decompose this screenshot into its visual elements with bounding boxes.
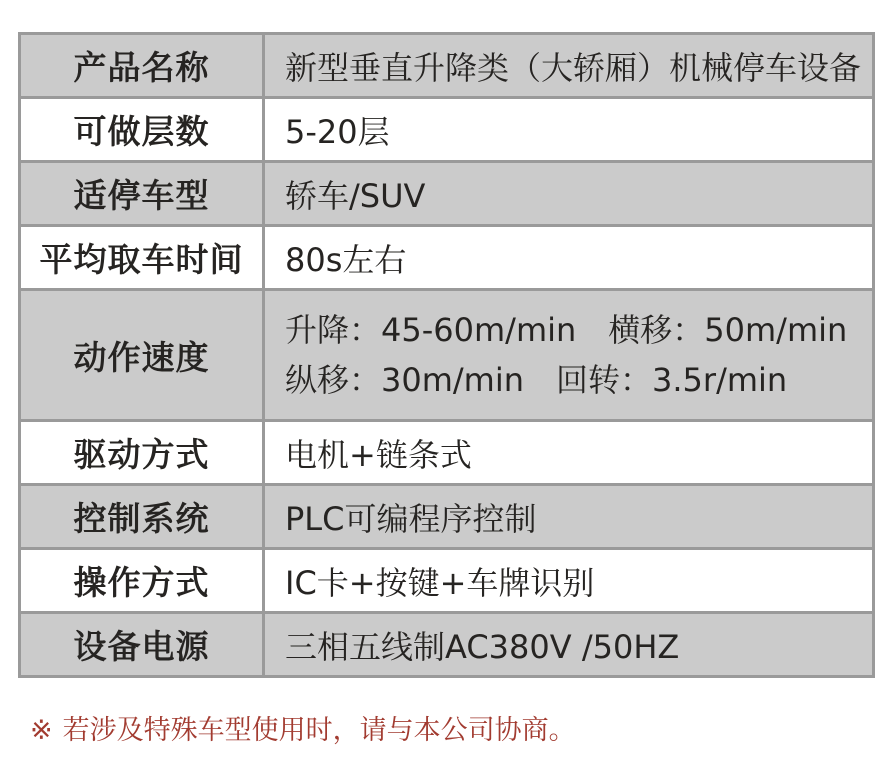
spec-label: 操作方式 [21, 550, 265, 611]
spec-value: 80s左右 [285, 240, 407, 279]
spec-row [21, 614, 872, 675]
spec-value: 轿车/SUV [285, 176, 426, 215]
spec-row [21, 163, 872, 227]
spec-value: 新型垂直升降类（大轿厢）机械停车设备 [285, 48, 862, 87]
spec-label: 适停车型 [21, 163, 265, 224]
spec-value [265, 291, 872, 419]
spec-row [21, 35, 872, 99]
spec-row [21, 422, 872, 486]
spec-value: 电机+链条式 [285, 435, 472, 474]
spec-value: 三相五线制AC380V /50HZ [285, 627, 680, 666]
spec-value-line: 纵移：30m/min 回转：3.5r/min [285, 361, 788, 399]
spec-label: 动作速度 [21, 291, 265, 419]
spec-label: 平均取车时间 [21, 227, 265, 288]
spec-row [21, 227, 872, 291]
spec-row [21, 99, 872, 163]
spec-label: 设备电源 [21, 614, 265, 675]
product-spec-table [18, 32, 875, 678]
footnote [30, 708, 576, 747]
spec-label: 可做层数 [21, 99, 265, 160]
spec-label: 驱动方式 [21, 422, 265, 483]
footnote-marker-icon: ※ [30, 715, 53, 746]
spec-row [21, 486, 872, 550]
spec-value: 5-20层 [285, 112, 390, 151]
footnote-text: 若涉及特殊车型使用时，请与本公司协商。 [62, 715, 576, 746]
spec-value-line: 升降：45-60m/min 横移：50m/min [285, 311, 848, 349]
spec-label: 控制系统 [21, 486, 265, 547]
spec-row [21, 550, 872, 614]
spec-label: 产品名称 [21, 35, 265, 96]
spec-value: PLC可编程序控制 [285, 499, 537, 538]
spec-row [21, 291, 872, 422]
spec-value: IC卡+按键+车牌识别 [285, 563, 595, 602]
